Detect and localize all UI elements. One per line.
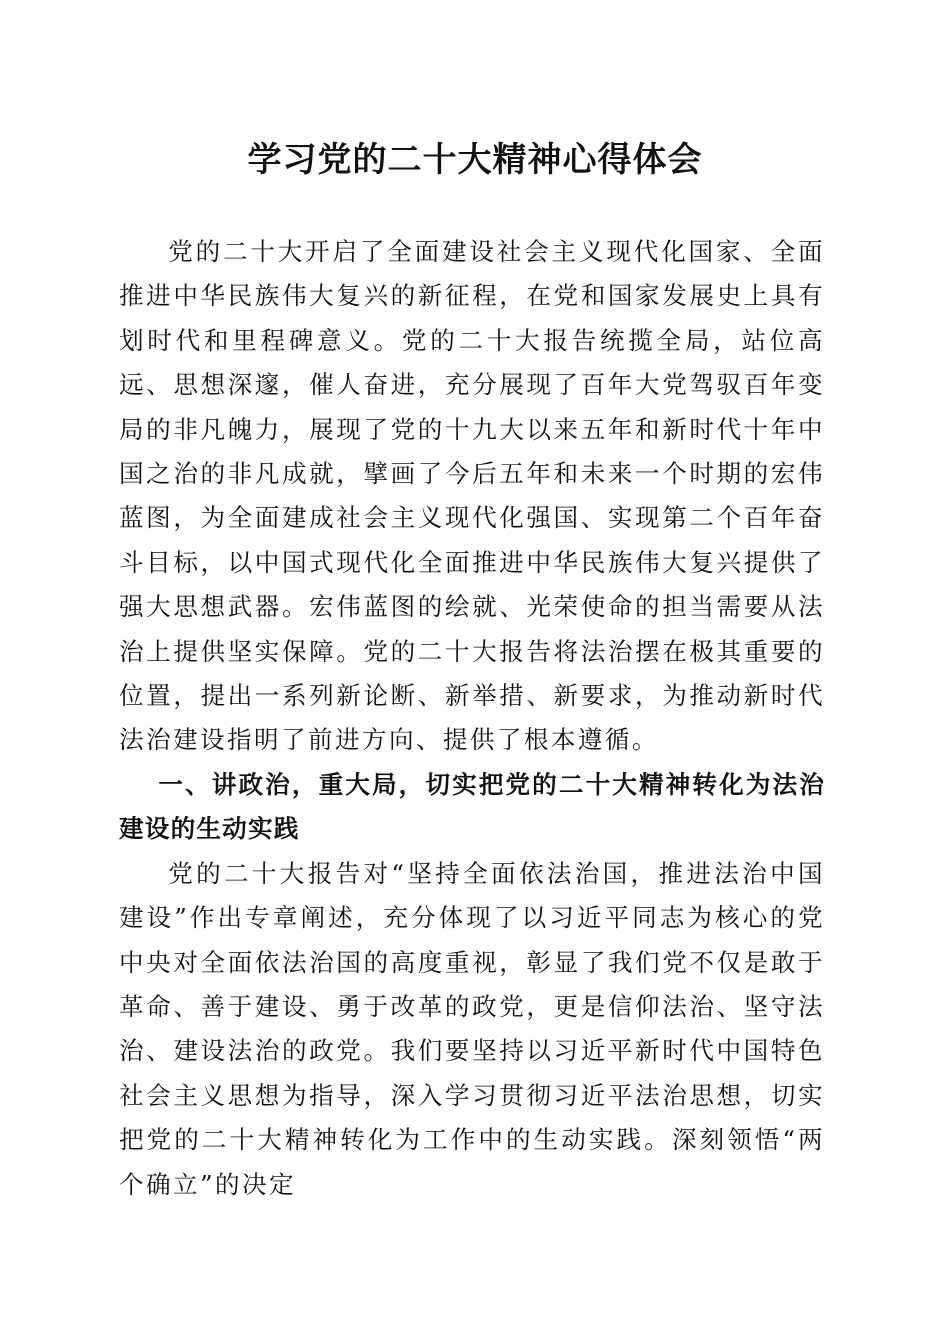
section-heading-1: 一、讲政治，重大局，切实把党的二十大精神转化为法治建设的生动实践 [119,769,825,844]
document-body [119,230,825,1207]
document-title: 学习党的二十大精神心得体会 [247,140,703,180]
section-1-paragraph: 党的二十大报告对“坚持全面依法治国，推进法治中国建设”作出专章阐述，充分体现了以习近平同志为核心的党中央对全面依法治国的高度重视，彰显了我们党不仅是敢于革命、善于建设、勇于改革的政党，更是信仰法治、坚守法治、建设法治的政党。我们要坚持以习近平新时代中国特色社会主义思想为指导，深入学习贯彻习近平法治思想，切实把党的二十大精神转化为工作中的生动实践。深刻领悟“两个确立”的决定 [119,858,825,1199]
intro-paragraph: 党的二十大开启了全面建设社会主义现代化国家、全面推进中华民族伟大复兴的新征程，在党和国家发展史上具有划时代和里程碑意义。党的二十大报告统揽全局，站位高远、思想深邃，催人奋进，充分展现了百年大党驾驭百年变局的非凡魄力，展现了党的十九大以来五年和新时代十年中国之治的非凡成就，擘画了今后五年和未来一个时期的宏伟蓝图，为全面建成社会主义现代化强国、实现第二个百年奋斗目标，以中国式现代化全面推进中华民族伟大复兴提供了强大思想武器。宏伟蓝图的绘就、光荣使命的担当需要从法治上提供坚实保障。党的二十大报告将法治摆在极其重要的位置，提出一系列新论断、新举措、新要求，为推动新时代法治建设指明了前进方向、提供了根本遵循。 [119,237,825,755]
